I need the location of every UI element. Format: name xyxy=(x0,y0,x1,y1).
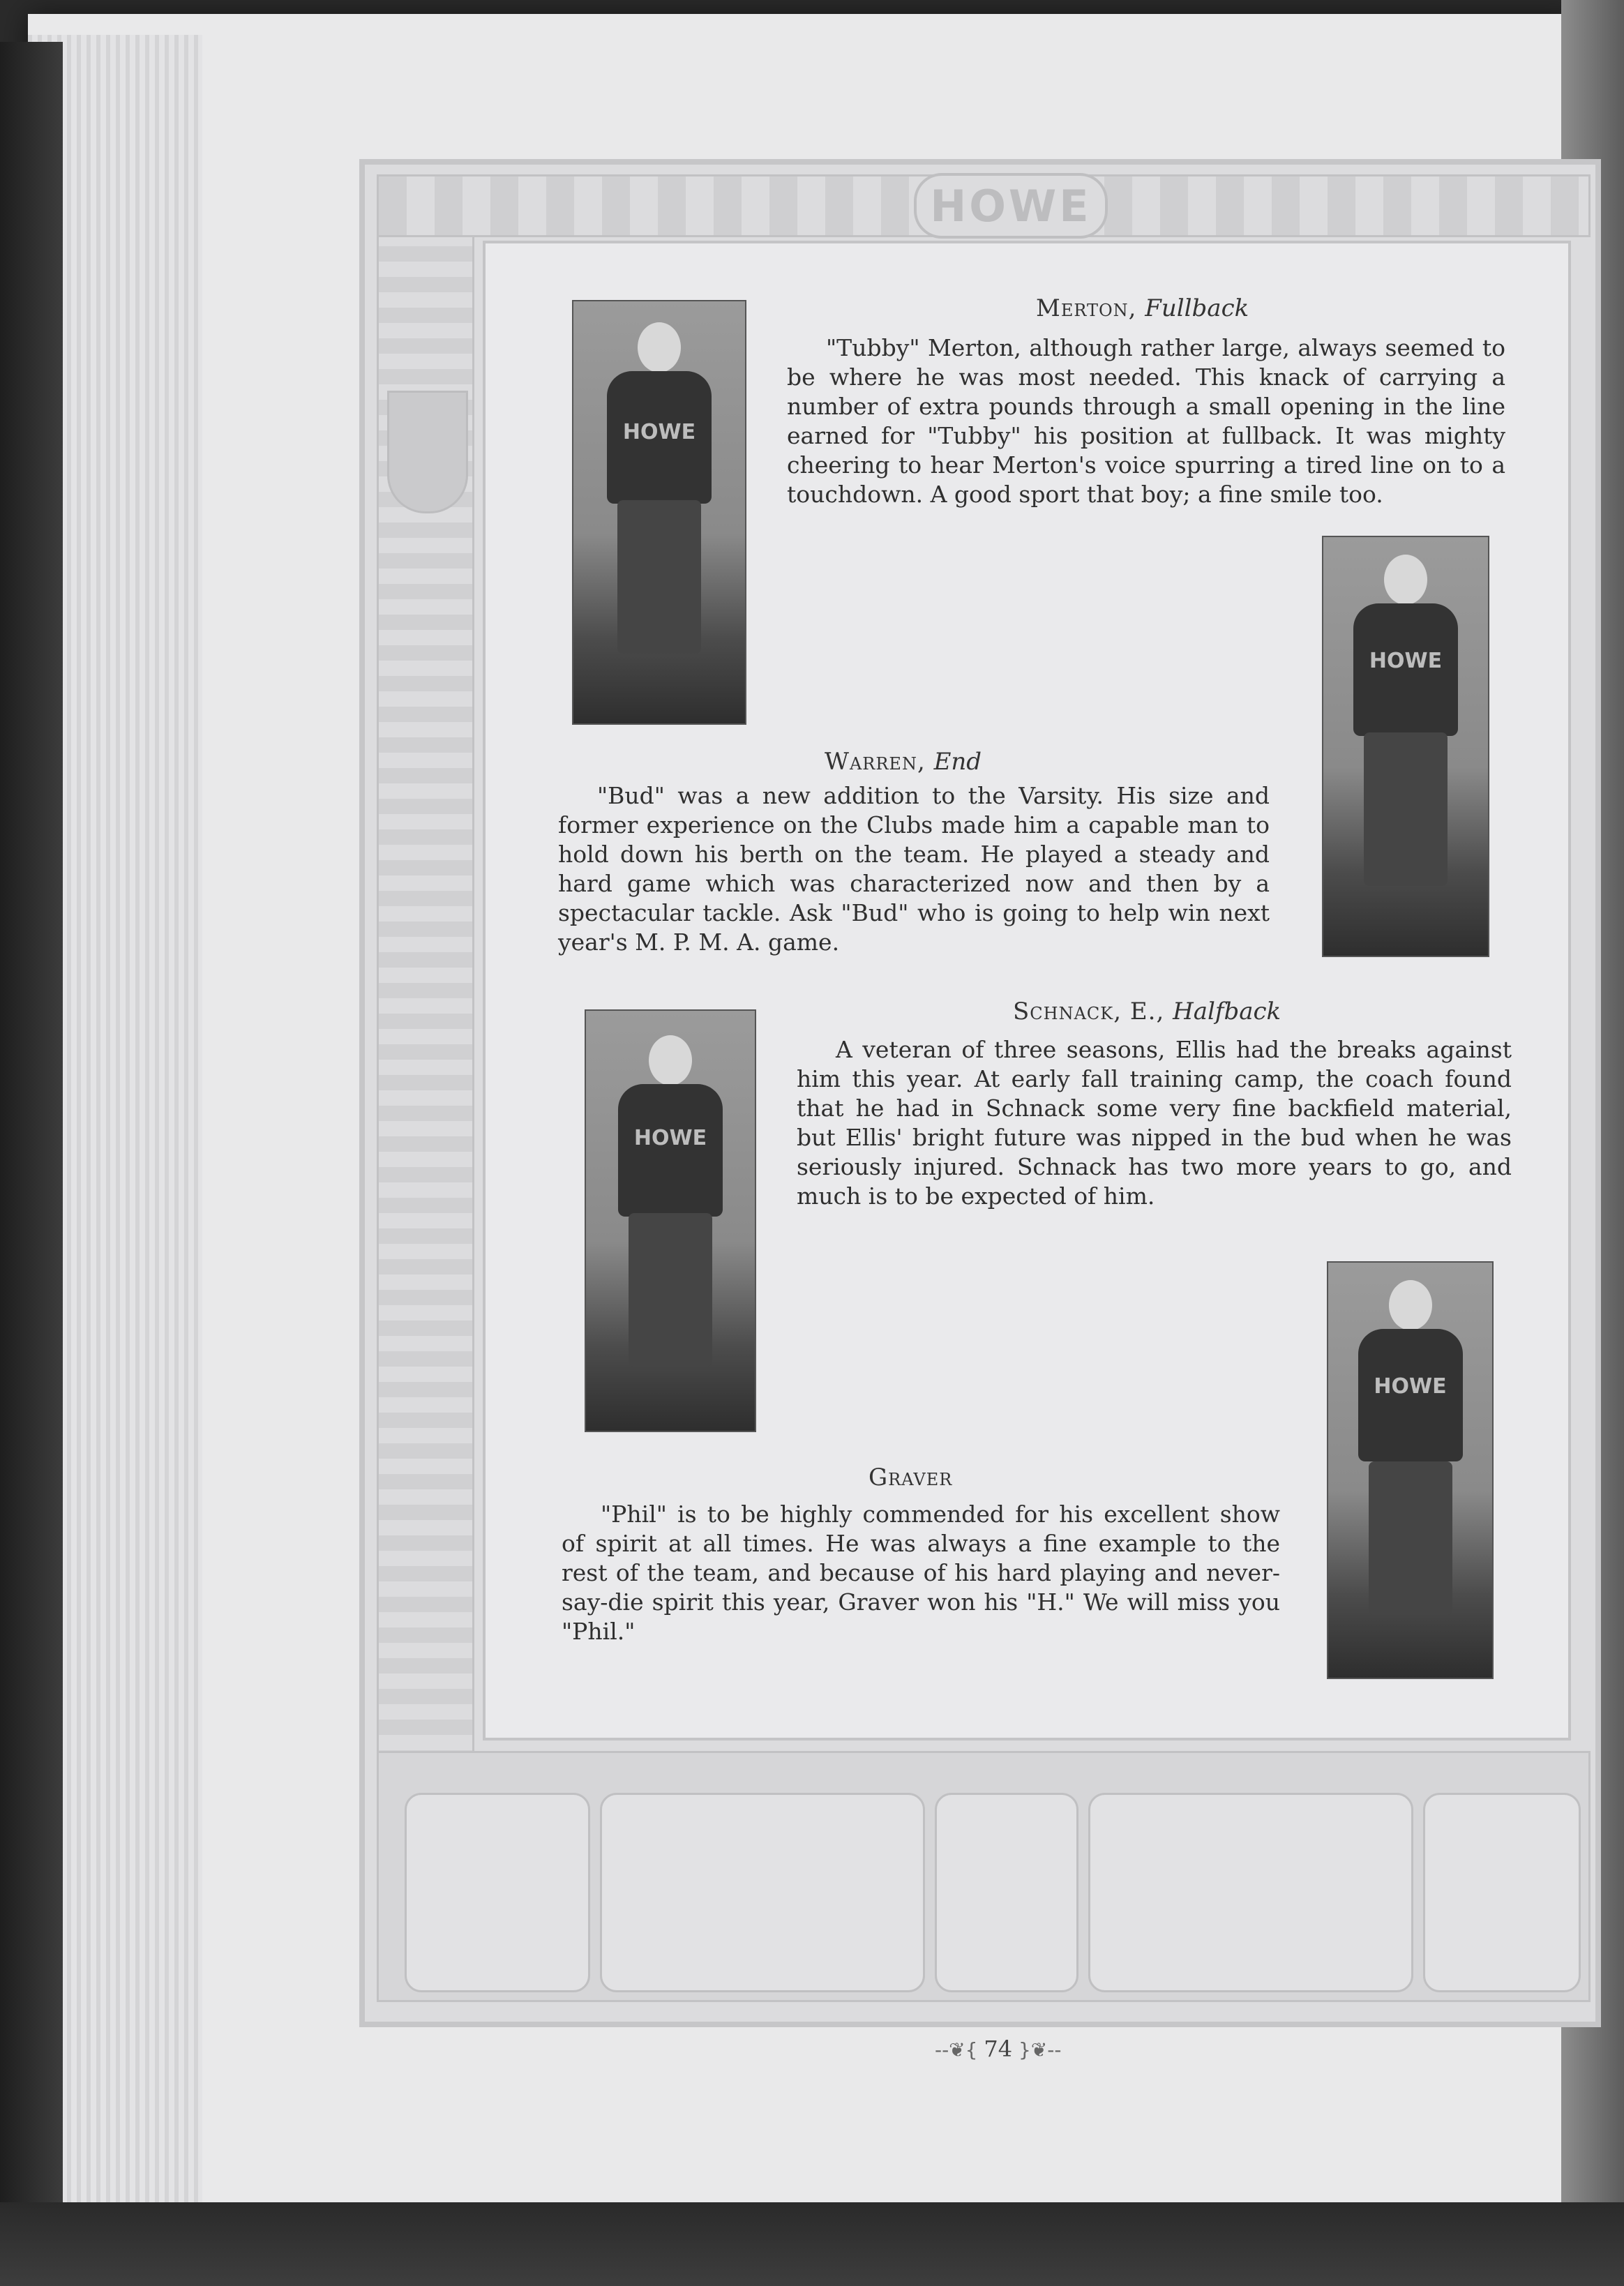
player-heading-graver xyxy=(869,1464,952,1491)
jersey-text: HOWE xyxy=(622,420,696,444)
scroll-ornament-right xyxy=(1423,1793,1581,1992)
player-heading-schnack xyxy=(1013,998,1281,1025)
player-name: Warren, xyxy=(825,748,926,776)
player-photo-merton xyxy=(572,300,746,725)
player-photo-graver xyxy=(1327,1261,1494,1679)
book-spine xyxy=(0,42,63,2286)
player-name: Graver xyxy=(869,1464,953,1491)
paragraph: "Tubby" Merton, although rather large, always seemed to be where he was most needed. This knack of carrying a number of extra pounds through a small opening in the line earned for "Tubby" his position at fullback. It was mighty cheering to hear Merton's voice spurring a tired line on to a touchdown. A good sport that boy; a fine smile too. xyxy=(787,334,1505,508)
player-text-warren xyxy=(558,781,1270,957)
player-photo-schnack xyxy=(585,1009,756,1432)
player-position: End xyxy=(933,748,982,776)
banner-title: HOWE xyxy=(914,173,1108,239)
player-position: Halfback xyxy=(1173,998,1281,1025)
paragraph: A veteran of three seasons, Ellis had the breaks against him this year. At early fall training camp, the coach found that he had in Schnack some very fine backfield material, but Ellis' bright future was nipped in the bud when he was seriously injured. Schnack has two more years to go, and much is to be expected of him. xyxy=(797,1036,1512,1210)
paragraph: "Bud" was a new addition to the Varsity. His size and former experience on the Clubs made him a capable man to hold down his berth on the team. He played a steady and hard game which was characterized now and then by a spectacular tackle. Ask "Bud" who is going to help win next year's M. P. M. A. game. xyxy=(558,782,1270,956)
player-name: Merton, xyxy=(1036,294,1137,322)
page-number xyxy=(935,2036,1062,2062)
crest-icon xyxy=(387,391,468,513)
right-ornament-icon: }❦-- xyxy=(1012,2038,1062,2061)
player-text-schnack xyxy=(797,1035,1512,1211)
player-name: Schnack, E., xyxy=(1013,998,1165,1025)
player-photo-warren xyxy=(1322,536,1489,957)
jersey-text: HOWE xyxy=(1369,649,1443,673)
left-ornament-icon: --❦{ xyxy=(935,2038,984,2061)
player-heading-merton xyxy=(1036,294,1249,322)
cannon-illustration xyxy=(600,1793,925,1992)
paragraph: "Phil" is to be highly commended for his excellent show of spirit at all times. He was always a fine example to the rest of the team, and because of his hard playing and never-say-die spirit this year, Graver won his "H." We will miss you "Phil." xyxy=(562,1501,1280,1645)
bottom-shadow xyxy=(0,2202,1624,2286)
player-heading-warren xyxy=(825,748,982,776)
jersey-text: HOWE xyxy=(633,1126,707,1150)
player-text-graver xyxy=(562,1500,1280,1646)
jersey-text: HOWE xyxy=(1374,1374,1447,1399)
building-illustration xyxy=(1088,1793,1413,1992)
player-position: Fullback xyxy=(1145,294,1249,322)
page-number-value: 74 xyxy=(984,2036,1013,2062)
scroll-ornament-center xyxy=(935,1793,1078,1992)
scroll-ornament-left xyxy=(405,1793,590,1992)
player-text-merton xyxy=(787,333,1505,509)
